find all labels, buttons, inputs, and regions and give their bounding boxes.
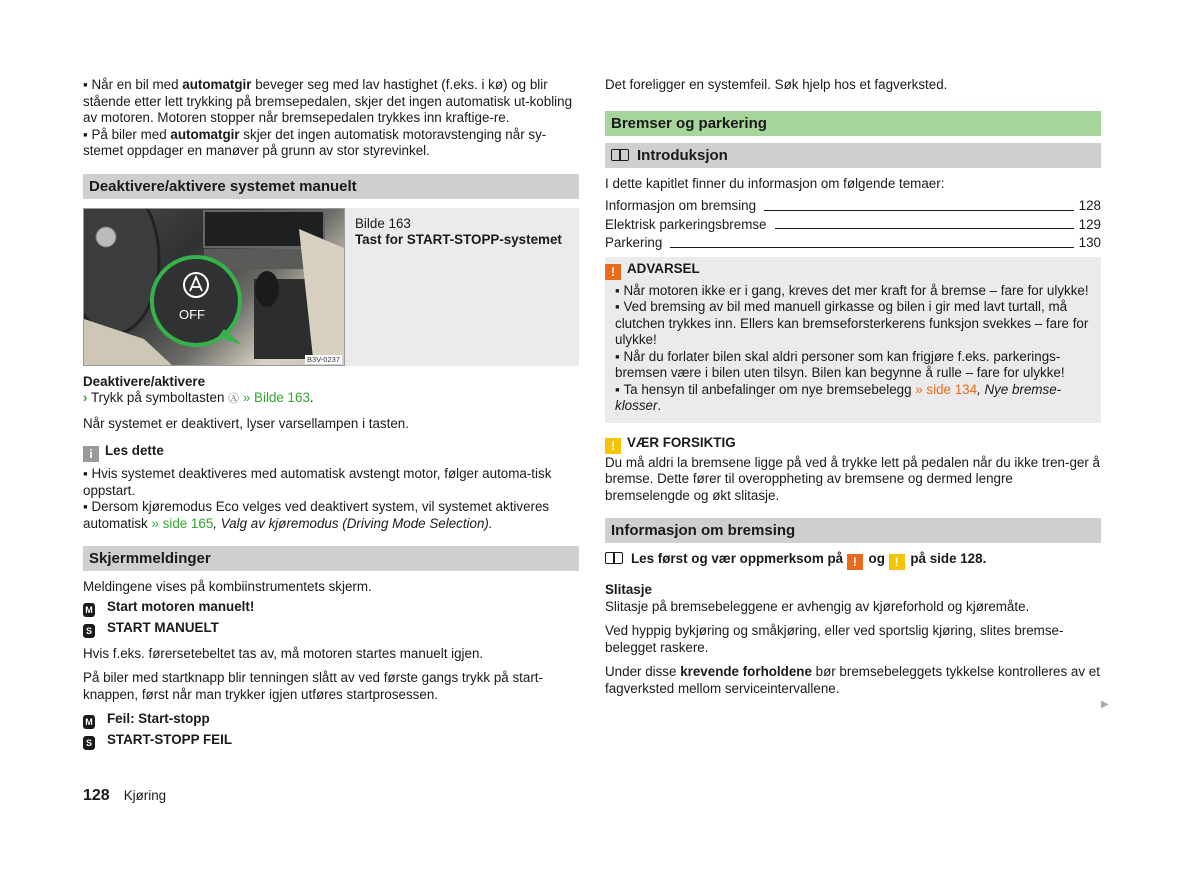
message-para-1: Hvis f.eks. førersetebeltet tas av, må motoren startes manuelt igjen. xyxy=(83,645,484,661)
figure-start-stop xyxy=(83,208,579,366)
toc-intro: I dette kapitlet finner du informasjon om følgende temaer: xyxy=(605,175,945,191)
messages-intro: Meldingene vises på kombiinstrumentets skjerm. xyxy=(83,579,372,594)
book-icon xyxy=(605,552,623,564)
warning-title: ! ADVARSEL xyxy=(605,261,1091,280)
right-column xyxy=(605,77,1101,697)
figure-link[interactable]: » Bilde 163 xyxy=(242,390,310,405)
footer-section: Kjøring xyxy=(123,788,167,803)
wear-text: Slitasje på bremsebeleggene er avhengig av kjøreforhold og kjøremåte. xyxy=(605,598,1030,614)
message-s-icon: S xyxy=(83,624,95,638)
caution-icon: ! xyxy=(889,554,905,570)
message-1: M Start motoren manuelt! xyxy=(83,599,579,617)
message-s-icon: S xyxy=(83,736,95,750)
warning-box xyxy=(605,257,1101,423)
toc-item[interactable]: Parkering 130 xyxy=(605,235,1101,250)
wear-heading: Slitasje xyxy=(605,582,652,597)
figure-code: B3V-0237 xyxy=(307,354,340,364)
figure-title: Tast for START-STOPP-systemet xyxy=(355,232,562,247)
intro-bullet-1: ▪ Når en bil med automatgir beveger seg med lav hastighet (f.eks. i kø) og blir stående etter lett trykking på bremsepedalen, skjer det ingen automatisk ut-kobling av motoren. Motoren stopper når bremsepedalen trykkes inn kraftige-re. xyxy=(83,77,579,127)
page-footer xyxy=(83,788,166,805)
book-icon xyxy=(611,149,629,161)
warning-bullet-3: ▪ Når du forlater bilen skal aldri personer som kan frigjøre f.eks. parkerings-bremsen være i bilen uten tilsyn. Bilen kan begynne å rulle – fare for ulykke! xyxy=(615,349,1091,382)
section-header-deactivate: Deaktivere/aktivere systemet manuelt xyxy=(83,174,579,199)
message-2: S START MANUELT xyxy=(83,620,579,638)
side-134-link[interactable]: » side 134 xyxy=(915,381,978,397)
note-bullet-2: ▪ Dersom kjøremodus Eco velges ved deaktivert system, vil systemet aktiveres automatisk » side 165, Valg av kjøremodus (Driving Mode Selection). xyxy=(83,499,579,532)
off-button-label: OFF xyxy=(179,306,205,322)
note-title: i Les dette xyxy=(83,443,579,462)
message-m-icon: M xyxy=(83,715,95,729)
chapter-header: Bremser og parkering xyxy=(605,111,1101,136)
warning-bullet-4: ▪ Ta hensyn til anbefalinger om nye bremsebelegg » side 134, Nye bremse-klosser. xyxy=(615,382,1091,415)
wear-para-3: Under disse krevende forholdene bør bremsebeleggets tykkelse kontrolleres av et fagverksted mellom serviceintervallene. xyxy=(605,664,1100,696)
next-page-arrow-icon: ▶ xyxy=(1101,699,1109,710)
read-first: Les først og vær oppmerksom på ! og ! på side 128. xyxy=(605,551,1101,570)
note-bullet-1: ▪ Hvis systemet deaktiveres med automatisk avstengt motor, følger automa-tisk oppstart. xyxy=(83,466,579,499)
message-m-icon: M xyxy=(83,603,95,617)
section-header-intro: Introduksjon xyxy=(605,143,1101,168)
caution-title: ! VÆR FORSIKTIG xyxy=(605,435,1101,454)
toc-list xyxy=(605,196,1101,252)
start-stop-button-photo xyxy=(83,208,345,366)
figure-number: Bilde 163 xyxy=(355,215,411,231)
message-3: M Feil: Start-stopp xyxy=(83,711,579,729)
page-number: 128 xyxy=(83,787,110,804)
warning-icon: ! xyxy=(605,264,621,280)
deactivate-step: › Trykk på symboltasten Ⓐ » Bilde 163. xyxy=(83,390,314,405)
warning-bullet-2: ▪ Ved bremsing av bil med manuell girkasse og bilen i gir med lavt turtall, må clutchen trykkes inn. Ellers kan bremseforsterkerens funksjon svekkes – fare for ulykke! xyxy=(615,299,1091,349)
right-intro: Det foreligger en systemfeil. Søk hjelp hos et fagverksted. xyxy=(605,77,948,92)
section-header-braking-info: Informasjon om bremsing xyxy=(605,518,1101,543)
deactivate-text: Når systemet er deaktivert, lyser varsellampen i tasten. xyxy=(83,415,409,431)
toc-item[interactable]: Elektrisk parkeringsbremse 129 xyxy=(605,216,1101,232)
step-arrow-icon: › xyxy=(83,390,88,405)
figure-caption xyxy=(345,208,572,366)
left-column xyxy=(83,77,579,750)
start-stop-symbol-icon: Ⓐ xyxy=(228,393,240,405)
caution-icon: ! xyxy=(605,438,621,454)
wear-para-2: Ved hyppig bykjøring og småkjøring, eller ved sportslig kjøring, slites bremse-belegget raskere. xyxy=(605,623,1064,655)
intro-bullet-2: ▪ På biler med automatgir skjer det ingen automatisk motoravstenging når sy-stemet oppdager en manøver på grunn av stor styrevinkel. xyxy=(83,127,579,160)
toc-item[interactable]: Informasjon om bremsing 128 xyxy=(605,198,1101,213)
message-4: S START-STOPP FEIL xyxy=(83,732,579,750)
caution-text: Du må aldri la bremsene ligge på ved å trykke lett på pedalen når du ikke tren-ger å bremse. Dette fører til overoppheting av bremsene og dermed lengre bremselengde og økt slitasje. xyxy=(605,454,1100,503)
side-165-link[interactable]: » side 165 xyxy=(151,515,214,531)
section-header-messages: Skjermmeldinger xyxy=(83,546,579,571)
off-button-callout xyxy=(146,251,246,351)
message-para-2: På biler med startknapp blir tenningen slått av ved første gangs trykk på start-knappen, først når man trykker igjen utføres startprosessen. xyxy=(83,670,543,702)
warning-bullet-1: ▪ Når motoren ikke er i gang, kreves det mer kraft for å bremse – fare for ulykke! xyxy=(615,283,1091,300)
deactivate-heading: Deaktivere/aktivere xyxy=(83,373,206,389)
warning-icon: ! xyxy=(847,554,863,570)
info-icon: i xyxy=(83,446,99,462)
